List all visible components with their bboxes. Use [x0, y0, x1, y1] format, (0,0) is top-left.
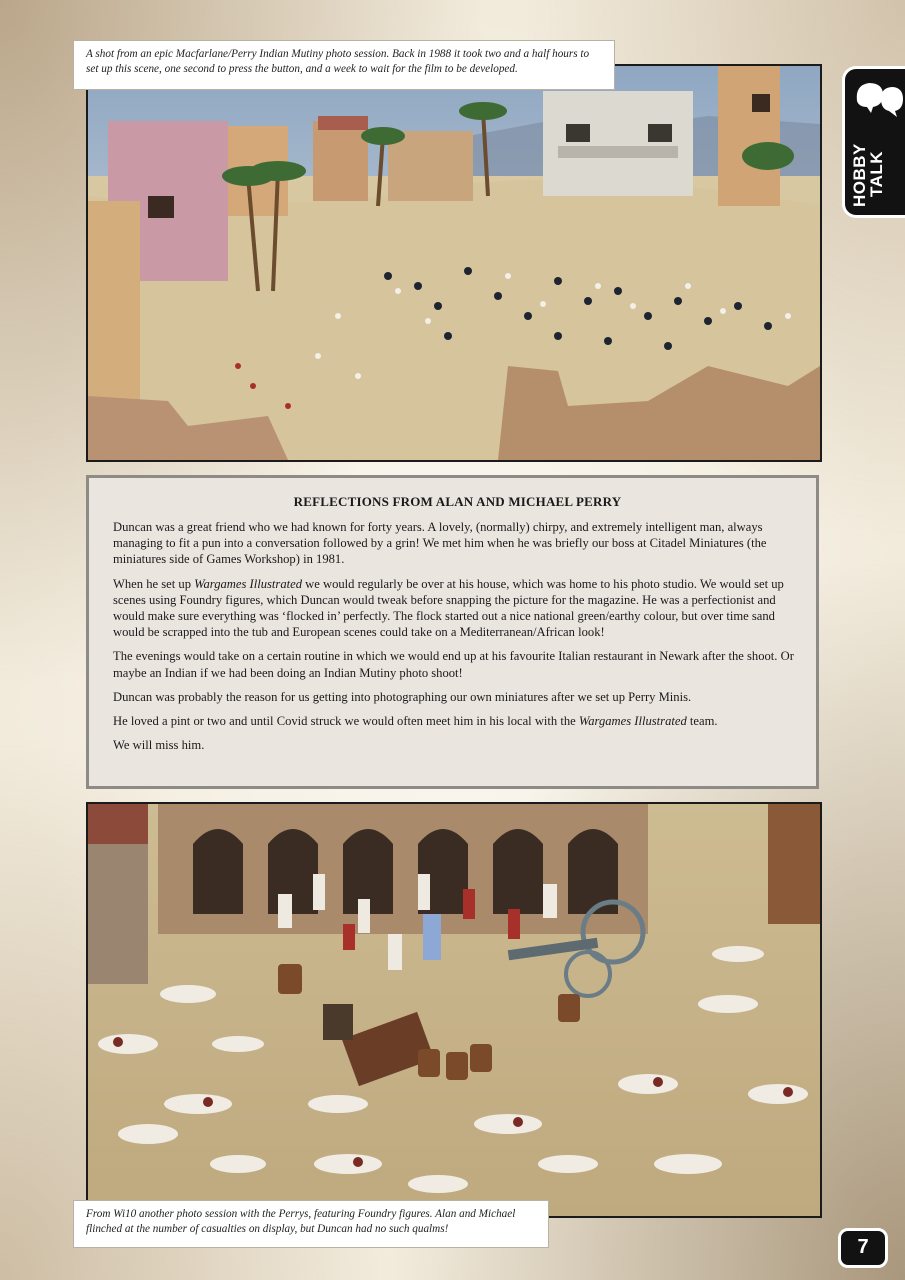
text-run: we would regularly be over at his house, which was home to his photo studio. We would set up scenes using Foundry figures, which Duncan would tweak before snapping the picture for the magazine. He was a perfectionist and would make sure everything was ‘flocked in’ perfectly. The flock started out a nice national green/earthy colour, but over time sand would be scrapped into the tub and European scenes could take on a Mediterranean/African look! — [113, 576, 784, 640]
text-run: When he set up — [113, 576, 195, 591]
reflections-paragraph: We will miss him. — [113, 738, 205, 753]
photo-courtyard-diorama — [86, 802, 822, 1218]
speech-heads-icon — [853, 79, 905, 119]
section-tab — [842, 66, 905, 218]
caption-text: From Wi10 another photo session with the Perrys, featuring Foundry figures. Alan and Michael flinched at the number of casualties on display, but Duncan had no such qualms! — [86, 1208, 516, 1235]
section-label-line2: TALK — [867, 150, 886, 197]
photo-caption — [73, 40, 615, 90]
reflections-paragraph — [113, 713, 802, 729]
reflections-paragraph: The evenings would take on a certain routine in which we would end up at his favourite Italian restaurant in Newark after the shoot. Or maybe an Indian if we had been doing an Indian Mutiny photo shoot! — [113, 649, 794, 680]
text-run: team. — [686, 714, 718, 729]
text-run: He loved a pint or two and until Covid struck we would often meet him in his local with the — [113, 714, 579, 729]
photo-indian-mutiny-diorama — [86, 64, 822, 462]
reflections-paragraph: Duncan was probably the reason for us getting into photographing our own miniatures after we set up Perry Minis. — [113, 689, 692, 704]
magazine-title: Wargames Illustrated — [194, 576, 303, 591]
page-number — [838, 1228, 888, 1268]
caption-text: A shot from an epic Macfarlane/Perry Indian Mutiny photo session. Back in 1988 it took two and a half hours to set up this scene, one second to press the button, and a week to wait for the film to be developed. — [86, 48, 590, 75]
section-label — [851, 127, 885, 207]
section-label-line1: HOBBY — [850, 143, 869, 207]
reflections-paragraph — [113, 576, 802, 641]
reflections-paragraph: Duncan was a great friend who we had known for forty years. A lovely, (normally) chirpy, and extremely intelligent man, always managing to fit a pun into a conversation followed by a grin! We met him when he was briefly our boss at Citadel Miniatures (the miniatures side of Games Workshop) in 1981. — [113, 520, 767, 567]
reflections-title: REFLECTIONS FROM ALAN AND MICHAEL PERRY — [293, 494, 622, 509]
photo-caption — [73, 1200, 549, 1248]
magazine-title: Wargames Illustrated — [578, 714, 687, 729]
page-number-text: 7 — [857, 1236, 869, 1258]
reflections-box — [86, 475, 819, 789]
